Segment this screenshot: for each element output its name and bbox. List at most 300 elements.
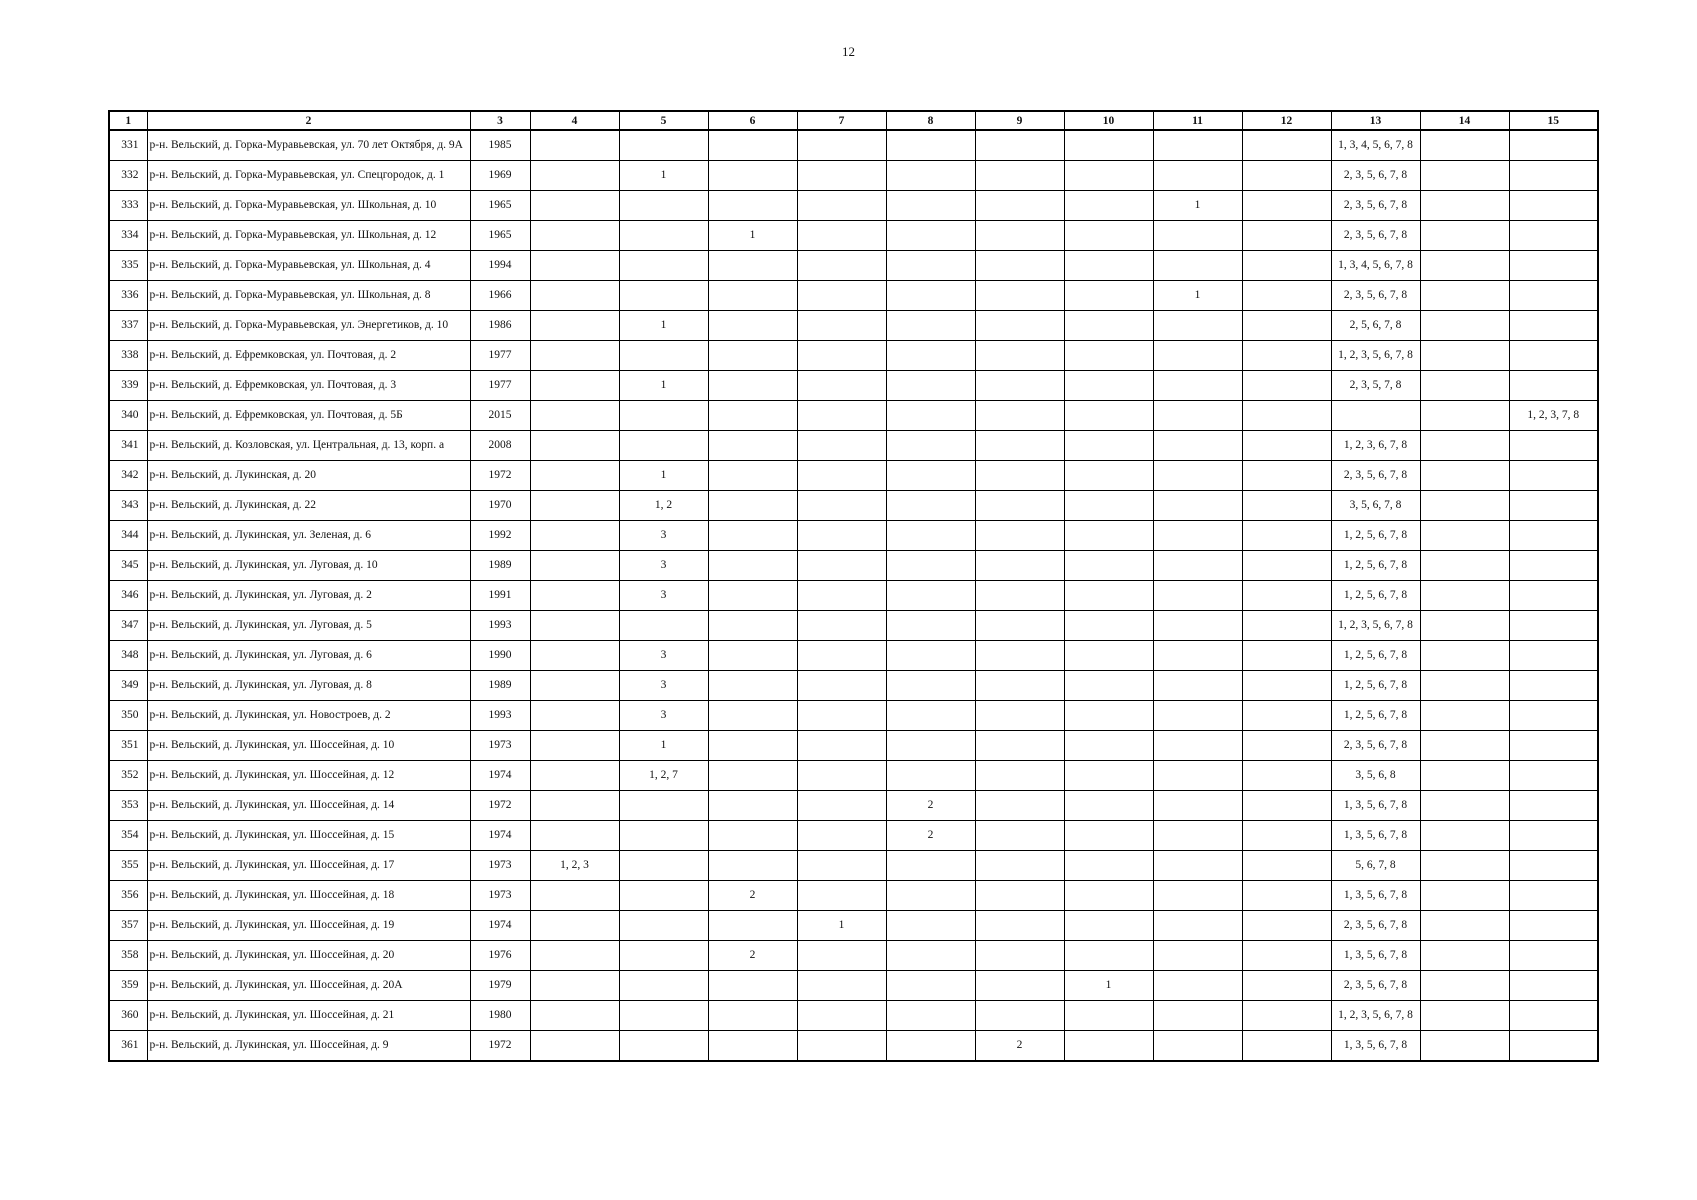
cell-col-7: 1 bbox=[797, 911, 886, 941]
cell-col-5 bbox=[619, 431, 708, 461]
column-header-2: 2 bbox=[147, 111, 470, 130]
cell-col-9 bbox=[975, 161, 1064, 191]
year-cell: 1985 bbox=[470, 130, 530, 161]
cell-col-10 bbox=[1064, 311, 1153, 341]
cell-col-7 bbox=[797, 281, 886, 311]
cell-col-7 bbox=[797, 161, 886, 191]
cell-col-15 bbox=[1509, 341, 1598, 371]
cell-col-5: 1, 2, 7 bbox=[619, 761, 708, 791]
cell-col-9 bbox=[975, 821, 1064, 851]
cell-col-4 bbox=[530, 881, 619, 911]
row-number-cell: 350 bbox=[109, 701, 147, 731]
cell-col-8 bbox=[886, 371, 975, 401]
cell-col-7 bbox=[797, 130, 886, 161]
cell-col-8 bbox=[886, 641, 975, 671]
cell-col-13: 1, 3, 4, 5, 6, 7, 8 bbox=[1331, 130, 1420, 161]
cell-col-9 bbox=[975, 701, 1064, 731]
cell-col-9: 2 bbox=[975, 1031, 1064, 1062]
cell-col-8 bbox=[886, 551, 975, 581]
cell-col-10 bbox=[1064, 911, 1153, 941]
row-number-cell: 353 bbox=[109, 791, 147, 821]
cell-col-4 bbox=[530, 581, 619, 611]
cell-col-12 bbox=[1242, 251, 1331, 281]
cell-col-11 bbox=[1153, 671, 1242, 701]
cell-col-11: 1 bbox=[1153, 191, 1242, 221]
address-cell: р-н. Вельский, д. Лукинская, ул. Шоссейная, д. 14 bbox=[147, 791, 470, 821]
table-row bbox=[109, 1031, 1598, 1062]
cell-col-5 bbox=[619, 130, 708, 161]
cell-col-4 bbox=[530, 221, 619, 251]
cell-col-9 bbox=[975, 221, 1064, 251]
address-cell: р-н. Вельский, д. Лукинская, ул. Луговая, д. 6 bbox=[147, 641, 470, 671]
row-number-cell: 331 bbox=[109, 130, 147, 161]
row-number-cell: 345 bbox=[109, 551, 147, 581]
cell-col-7 bbox=[797, 401, 886, 431]
cell-col-6 bbox=[708, 311, 797, 341]
cell-col-10 bbox=[1064, 1031, 1153, 1062]
cell-col-6 bbox=[708, 641, 797, 671]
cell-col-10 bbox=[1064, 551, 1153, 581]
cell-col-8 bbox=[886, 851, 975, 881]
table-row bbox=[109, 341, 1598, 371]
column-header-11: 11 bbox=[1153, 111, 1242, 130]
cell-col-8 bbox=[886, 191, 975, 221]
cell-col-5 bbox=[619, 401, 708, 431]
cell-col-8 bbox=[886, 161, 975, 191]
cell-col-8 bbox=[886, 221, 975, 251]
row-number-cell: 337 bbox=[109, 311, 147, 341]
cell-col-12 bbox=[1242, 401, 1331, 431]
cell-col-11 bbox=[1153, 461, 1242, 491]
cell-col-14 bbox=[1420, 1031, 1509, 1062]
cell-col-14 bbox=[1420, 551, 1509, 581]
cell-col-9 bbox=[975, 611, 1064, 641]
cell-col-5 bbox=[619, 881, 708, 911]
header-row bbox=[109, 111, 1598, 130]
cell-col-7 bbox=[797, 881, 886, 911]
cell-col-15: 1, 2, 3, 7, 8 bbox=[1509, 401, 1598, 431]
cell-col-6: 2 bbox=[708, 881, 797, 911]
year-cell: 1972 bbox=[470, 1031, 530, 1062]
cell-col-7 bbox=[797, 191, 886, 221]
cell-col-8 bbox=[886, 731, 975, 761]
column-header-1: 1 bbox=[109, 111, 147, 130]
cell-col-15 bbox=[1509, 311, 1598, 341]
cell-col-10 bbox=[1064, 130, 1153, 161]
cell-col-13: 2, 3, 5, 7, 8 bbox=[1331, 371, 1420, 401]
cell-col-9 bbox=[975, 431, 1064, 461]
cell-col-11 bbox=[1153, 1001, 1242, 1031]
cell-col-6 bbox=[708, 851, 797, 881]
cell-col-5: 1 bbox=[619, 461, 708, 491]
cell-col-15 bbox=[1509, 791, 1598, 821]
year-cell: 1979 bbox=[470, 971, 530, 1001]
cell-col-8 bbox=[886, 341, 975, 371]
register-table bbox=[108, 110, 1599, 1062]
cell-col-15 bbox=[1509, 251, 1598, 281]
cell-col-8 bbox=[886, 130, 975, 161]
year-cell: 1990 bbox=[470, 641, 530, 671]
cell-col-15 bbox=[1509, 371, 1598, 401]
cell-col-12 bbox=[1242, 161, 1331, 191]
cell-col-15 bbox=[1509, 971, 1598, 1001]
table-row bbox=[109, 130, 1598, 161]
cell-col-4 bbox=[530, 701, 619, 731]
column-header-14: 14 bbox=[1420, 111, 1509, 130]
cell-col-11 bbox=[1153, 371, 1242, 401]
cell-col-13: 1, 2, 3, 5, 6, 7, 8 bbox=[1331, 1001, 1420, 1031]
cell-col-15 bbox=[1509, 911, 1598, 941]
cell-col-9 bbox=[975, 371, 1064, 401]
table-row bbox=[109, 431, 1598, 461]
year-cell: 2015 bbox=[470, 401, 530, 431]
row-number-cell: 343 bbox=[109, 491, 147, 521]
cell-col-7 bbox=[797, 641, 886, 671]
address-cell: р-н. Вельский, д. Лукинская, ул. Шоссейная, д. 12 bbox=[147, 761, 470, 791]
cell-col-6 bbox=[708, 611, 797, 641]
cell-col-14 bbox=[1420, 371, 1509, 401]
cell-col-9 bbox=[975, 551, 1064, 581]
row-number-cell: 341 bbox=[109, 431, 147, 461]
address-cell: р-н. Вельский, д. Ефремковская, ул. Почтовая, д. 5Б bbox=[147, 401, 470, 431]
cell-col-15 bbox=[1509, 281, 1598, 311]
cell-col-15 bbox=[1509, 581, 1598, 611]
cell-col-6 bbox=[708, 791, 797, 821]
cell-col-10 bbox=[1064, 581, 1153, 611]
cell-col-13: 1, 2, 5, 6, 7, 8 bbox=[1331, 671, 1420, 701]
cell-col-5 bbox=[619, 281, 708, 311]
address-cell: р-н. Вельский, д. Горка-Муравьевская, ул. Энергетиков, д. 10 bbox=[147, 311, 470, 341]
cell-col-14 bbox=[1420, 671, 1509, 701]
row-number-cell: 360 bbox=[109, 1001, 147, 1031]
cell-col-6 bbox=[708, 491, 797, 521]
cell-col-12 bbox=[1242, 281, 1331, 311]
address-cell: р-н. Вельский, д. Лукинская, ул. Шоссейная, д. 19 bbox=[147, 911, 470, 941]
cell-col-14 bbox=[1420, 941, 1509, 971]
table-row bbox=[109, 491, 1598, 521]
cell-col-5 bbox=[619, 911, 708, 941]
table-body bbox=[109, 130, 1598, 1061]
year-cell: 1993 bbox=[470, 611, 530, 641]
cell-col-9 bbox=[975, 671, 1064, 701]
cell-col-5: 3 bbox=[619, 641, 708, 671]
address-cell: р-н. Вельский, д. Лукинская, д. 22 bbox=[147, 491, 470, 521]
cell-col-14 bbox=[1420, 251, 1509, 281]
cell-col-11 bbox=[1153, 130, 1242, 161]
cell-col-14 bbox=[1420, 731, 1509, 761]
address-cell: р-н. Вельский, д. Лукинская, ул. Шоссейная, д. 9 bbox=[147, 1031, 470, 1062]
cell-col-14 bbox=[1420, 611, 1509, 641]
cell-col-9 bbox=[975, 641, 1064, 671]
cell-col-14 bbox=[1420, 881, 1509, 911]
year-cell: 1974 bbox=[470, 911, 530, 941]
cell-col-7 bbox=[797, 761, 886, 791]
cell-col-11 bbox=[1153, 401, 1242, 431]
cell-col-4 bbox=[530, 371, 619, 401]
cell-col-10 bbox=[1064, 161, 1153, 191]
cell-col-11 bbox=[1153, 791, 1242, 821]
page-number: 12 bbox=[842, 44, 855, 59]
cell-col-14 bbox=[1420, 221, 1509, 251]
table-row bbox=[109, 281, 1598, 311]
cell-col-10 bbox=[1064, 641, 1153, 671]
year-cell: 1974 bbox=[470, 761, 530, 791]
cell-col-6: 2 bbox=[708, 941, 797, 971]
cell-col-13: 1, 2, 5, 6, 7, 8 bbox=[1331, 521, 1420, 551]
cell-col-8 bbox=[886, 761, 975, 791]
row-number-cell: 359 bbox=[109, 971, 147, 1001]
cell-col-7 bbox=[797, 521, 886, 551]
cell-col-15 bbox=[1509, 191, 1598, 221]
column-header-9: 9 bbox=[975, 111, 1064, 130]
cell-col-8 bbox=[886, 701, 975, 731]
cell-col-9 bbox=[975, 791, 1064, 821]
cell-col-11 bbox=[1153, 251, 1242, 281]
cell-col-5 bbox=[619, 1031, 708, 1062]
cell-col-13: 1, 2, 5, 6, 7, 8 bbox=[1331, 581, 1420, 611]
cell-col-5: 1 bbox=[619, 161, 708, 191]
cell-col-11 bbox=[1153, 881, 1242, 911]
table-row bbox=[109, 791, 1598, 821]
row-number-cell: 333 bbox=[109, 191, 147, 221]
cell-col-13: 2, 3, 5, 6, 7, 8 bbox=[1331, 221, 1420, 251]
address-cell: р-н. Вельский, д. Лукинская, ул. Шоссейная, д. 10 bbox=[147, 731, 470, 761]
cell-col-7 bbox=[797, 311, 886, 341]
cell-col-4 bbox=[530, 401, 619, 431]
cell-col-11 bbox=[1153, 311, 1242, 341]
cell-col-13: 3, 5, 6, 8 bbox=[1331, 761, 1420, 791]
cell-col-6 bbox=[708, 371, 797, 401]
cell-col-13: 1, 3, 5, 6, 7, 8 bbox=[1331, 821, 1420, 851]
cell-col-13: 3, 5, 6, 7, 8 bbox=[1331, 491, 1420, 521]
year-cell: 1977 bbox=[470, 341, 530, 371]
address-cell: р-н. Вельский, д. Лукинская, ул. Шоссейная, д. 20А bbox=[147, 971, 470, 1001]
cell-col-9 bbox=[975, 130, 1064, 161]
cell-col-12 bbox=[1242, 881, 1331, 911]
cell-col-11 bbox=[1153, 521, 1242, 551]
cell-col-11 bbox=[1153, 491, 1242, 521]
cell-col-14 bbox=[1420, 971, 1509, 1001]
cell-col-8 bbox=[886, 431, 975, 461]
cell-col-11 bbox=[1153, 821, 1242, 851]
cell-col-14 bbox=[1420, 191, 1509, 221]
cell-col-5: 3 bbox=[619, 701, 708, 731]
cell-col-13: 2, 3, 5, 6, 7, 8 bbox=[1331, 911, 1420, 941]
cell-col-13: 1, 2, 5, 6, 7, 8 bbox=[1331, 641, 1420, 671]
cell-col-8 bbox=[886, 311, 975, 341]
cell-col-8 bbox=[886, 401, 975, 431]
cell-col-13: 2, 3, 5, 6, 7, 8 bbox=[1331, 461, 1420, 491]
year-cell: 1980 bbox=[470, 1001, 530, 1031]
cell-col-13: 2, 3, 5, 6, 7, 8 bbox=[1331, 281, 1420, 311]
cell-col-6 bbox=[708, 251, 797, 281]
cell-col-7 bbox=[797, 941, 886, 971]
cell-col-4 bbox=[530, 761, 619, 791]
column-header-5: 5 bbox=[619, 111, 708, 130]
cell-col-13: 1, 2, 5, 6, 7, 8 bbox=[1331, 701, 1420, 731]
column-header-10: 10 bbox=[1064, 111, 1153, 130]
cell-col-11 bbox=[1153, 341, 1242, 371]
cell-col-8 bbox=[886, 1001, 975, 1031]
row-number-cell: 349 bbox=[109, 671, 147, 701]
cell-col-8 bbox=[886, 461, 975, 491]
cell-col-9 bbox=[975, 461, 1064, 491]
address-cell: р-н. Вельский, д. Горка-Муравьевская, ул. Спецгородок, д. 1 bbox=[147, 161, 470, 191]
cell-col-4: 1, 2, 3 bbox=[530, 851, 619, 881]
row-number-cell: 338 bbox=[109, 341, 147, 371]
cell-col-11 bbox=[1153, 431, 1242, 461]
cell-col-15 bbox=[1509, 941, 1598, 971]
cell-col-11: 1 bbox=[1153, 281, 1242, 311]
year-cell: 1969 bbox=[470, 161, 530, 191]
cell-col-4 bbox=[530, 1001, 619, 1031]
year-cell: 1993 bbox=[470, 701, 530, 731]
address-cell: р-н. Вельский, д. Лукинская, ул. Новостроев, д. 2 bbox=[147, 701, 470, 731]
cell-col-10 bbox=[1064, 671, 1153, 701]
year-cell: 2008 bbox=[470, 431, 530, 461]
year-cell: 1972 bbox=[470, 461, 530, 491]
year-cell: 1974 bbox=[470, 821, 530, 851]
cell-col-5: 3 bbox=[619, 521, 708, 551]
cell-col-6: 1 bbox=[708, 221, 797, 251]
cell-col-12 bbox=[1242, 1001, 1331, 1031]
cell-col-4 bbox=[530, 671, 619, 701]
cell-col-11 bbox=[1153, 611, 1242, 641]
column-header-8: 8 bbox=[886, 111, 975, 130]
cell-col-10 bbox=[1064, 491, 1153, 521]
table-row bbox=[109, 401, 1598, 431]
cell-col-10: 1 bbox=[1064, 971, 1153, 1001]
cell-col-13: 2, 3, 5, 6, 7, 8 bbox=[1331, 971, 1420, 1001]
cell-col-12 bbox=[1242, 671, 1331, 701]
year-cell: 1973 bbox=[470, 851, 530, 881]
cell-col-13: 1, 3, 5, 6, 7, 8 bbox=[1331, 881, 1420, 911]
year-cell: 1970 bbox=[470, 491, 530, 521]
cell-col-9 bbox=[975, 281, 1064, 311]
cell-col-8: 2 bbox=[886, 791, 975, 821]
cell-col-15 bbox=[1509, 611, 1598, 641]
cell-col-5: 3 bbox=[619, 581, 708, 611]
cell-col-14 bbox=[1420, 851, 1509, 881]
cell-col-12 bbox=[1242, 611, 1331, 641]
row-number-cell: 356 bbox=[109, 881, 147, 911]
cell-col-4 bbox=[530, 281, 619, 311]
cell-col-12 bbox=[1242, 731, 1331, 761]
cell-col-10 bbox=[1064, 791, 1153, 821]
cell-col-6 bbox=[708, 191, 797, 221]
cell-col-8 bbox=[886, 671, 975, 701]
cell-col-13: 1, 3, 5, 6, 7, 8 bbox=[1331, 791, 1420, 821]
address-cell: р-н. Вельский, д. Лукинская, ул. Луговая, д. 5 bbox=[147, 611, 470, 641]
cell-col-15 bbox=[1509, 641, 1598, 671]
cell-col-11 bbox=[1153, 1031, 1242, 1062]
cell-col-11 bbox=[1153, 581, 1242, 611]
cell-col-9 bbox=[975, 1001, 1064, 1031]
cell-col-6 bbox=[708, 761, 797, 791]
cell-col-8 bbox=[886, 281, 975, 311]
cell-col-6 bbox=[708, 971, 797, 1001]
row-number-cell: 354 bbox=[109, 821, 147, 851]
cell-col-4 bbox=[530, 911, 619, 941]
cell-col-10 bbox=[1064, 221, 1153, 251]
table-row bbox=[109, 581, 1598, 611]
cell-col-9 bbox=[975, 251, 1064, 281]
cell-col-8 bbox=[886, 971, 975, 1001]
cell-col-11 bbox=[1153, 641, 1242, 671]
row-number-cell: 357 bbox=[109, 911, 147, 941]
cell-col-6 bbox=[708, 731, 797, 761]
cell-col-7 bbox=[797, 791, 886, 821]
cell-col-12 bbox=[1242, 941, 1331, 971]
cell-col-15 bbox=[1509, 161, 1598, 191]
cell-col-11 bbox=[1153, 971, 1242, 1001]
cell-col-7 bbox=[797, 491, 886, 521]
cell-col-15 bbox=[1509, 1031, 1598, 1062]
cell-col-11 bbox=[1153, 941, 1242, 971]
cell-col-10 bbox=[1064, 191, 1153, 221]
cell-col-6 bbox=[708, 401, 797, 431]
year-cell: 1972 bbox=[470, 791, 530, 821]
column-header-12: 12 bbox=[1242, 111, 1331, 130]
row-number-cell: 344 bbox=[109, 521, 147, 551]
address-cell: р-н. Вельский, д. Горка-Муравьевская, ул. Школьная, д. 4 bbox=[147, 251, 470, 281]
cell-col-7 bbox=[797, 551, 886, 581]
column-header-7: 7 bbox=[797, 111, 886, 130]
cell-col-11 bbox=[1153, 161, 1242, 191]
cell-col-10 bbox=[1064, 881, 1153, 911]
address-cell: р-н. Вельский, д. Лукинская, ул. Зеленая, д. 6 bbox=[147, 521, 470, 551]
table-row bbox=[109, 641, 1598, 671]
cell-col-5 bbox=[619, 341, 708, 371]
cell-col-7 bbox=[797, 731, 886, 761]
cell-col-15 bbox=[1509, 130, 1598, 161]
cell-col-13: 1, 3, 5, 6, 7, 8 bbox=[1331, 941, 1420, 971]
cell-col-5: 1 bbox=[619, 731, 708, 761]
cell-col-4 bbox=[530, 971, 619, 1001]
cell-col-15 bbox=[1509, 701, 1598, 731]
cell-col-4 bbox=[530, 191, 619, 221]
cell-col-12 bbox=[1242, 491, 1331, 521]
cell-col-15 bbox=[1509, 671, 1598, 701]
cell-col-11 bbox=[1153, 551, 1242, 581]
address-cell: р-н. Вельский, д. Горка-Муравьевская, ул. 70 лет Октября, д. 9А bbox=[147, 130, 470, 161]
row-number-cell: 332 bbox=[109, 161, 147, 191]
column-header-4: 4 bbox=[530, 111, 619, 130]
cell-col-14 bbox=[1420, 311, 1509, 341]
cell-col-12 bbox=[1242, 851, 1331, 881]
cell-col-4 bbox=[530, 731, 619, 761]
cell-col-7 bbox=[797, 431, 886, 461]
cell-col-6 bbox=[708, 161, 797, 191]
cell-col-13: 1, 3, 5, 6, 7, 8 bbox=[1331, 1031, 1420, 1062]
cell-col-14 bbox=[1420, 761, 1509, 791]
row-number-cell: 342 bbox=[109, 461, 147, 491]
table-row bbox=[109, 551, 1598, 581]
address-cell: р-н. Вельский, д. Лукинская, ул. Шоссейная, д. 17 bbox=[147, 851, 470, 881]
cell-col-13: 2, 5, 6, 7, 8 bbox=[1331, 311, 1420, 341]
cell-col-10 bbox=[1064, 731, 1153, 761]
year-cell: 1989 bbox=[470, 551, 530, 581]
cell-col-10 bbox=[1064, 461, 1153, 491]
row-number-cell: 348 bbox=[109, 641, 147, 671]
cell-col-12 bbox=[1242, 791, 1331, 821]
cell-col-4 bbox=[530, 130, 619, 161]
cell-col-5 bbox=[619, 251, 708, 281]
year-cell: 1965 bbox=[470, 191, 530, 221]
cell-col-14 bbox=[1420, 1001, 1509, 1031]
cell-col-14 bbox=[1420, 521, 1509, 551]
cell-col-9 bbox=[975, 311, 1064, 341]
